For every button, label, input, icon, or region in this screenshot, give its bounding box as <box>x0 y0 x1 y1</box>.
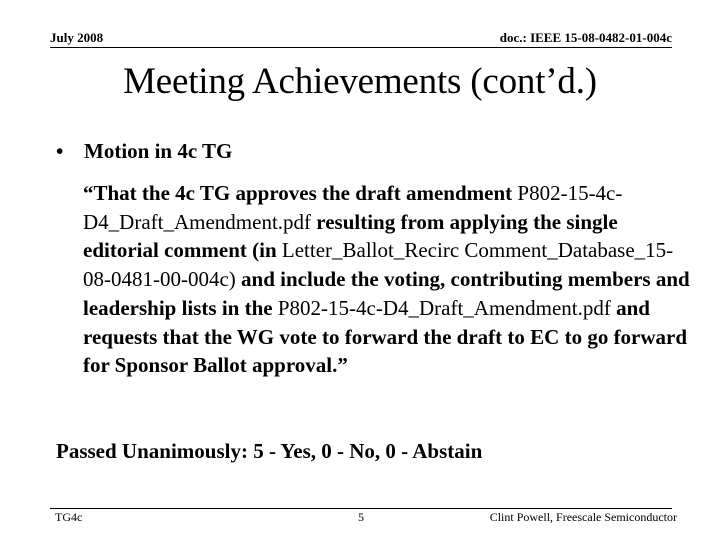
motion-database-ref: Letter_Ballot_Recirc Comment_Database_15-08-0481-00-004c) <box>83 238 674 292</box>
header-divider <box>50 47 672 48</box>
bullet-icon: • <box>56 139 64 163</box>
motion-text-part: “That the 4c TG approves the draft amendment <box>83 181 518 205</box>
motion-filename: P802-15-4c-D4_Draft_Amendment.pdf <box>277 295 611 320</box>
bullet-item <box>56 139 232 164</box>
footer-author: Clint Powell, Freescale Semiconductor <box>489 510 677 524</box>
vote-result: Passed Unanimously: 5 - Yes, 0 - No, 0 - Abstain <box>56 439 483 463</box>
motion-text-part: and requests that the WG vote to forward the draft to EC to go forward for Sponsor Ballot approval.” <box>83 295 688 378</box>
motion-text-part: and include the voting, contributing members and leadership lists in the <box>83 267 690 320</box>
slide-title: Meeting Achievements (cont’d.) <box>123 61 597 102</box>
footer-group: TG4c <box>55 510 83 524</box>
bullet-text: Motion in 4c TG <box>84 139 233 163</box>
motion-text <box>83 179 693 380</box>
motion-filename: P802-15-4c-D4_Draft_Amendment.pdf <box>83 181 623 234</box>
header-date: July 2008 <box>50 30 104 45</box>
footer-divider <box>50 508 672 509</box>
page-number: 5 <box>358 510 364 524</box>
header-doc-id: doc.: IEEE 15-08-0482-01-004c <box>499 30 672 45</box>
motion-text-part: resulting from applying the single editorial comment (in <box>83 209 618 263</box>
